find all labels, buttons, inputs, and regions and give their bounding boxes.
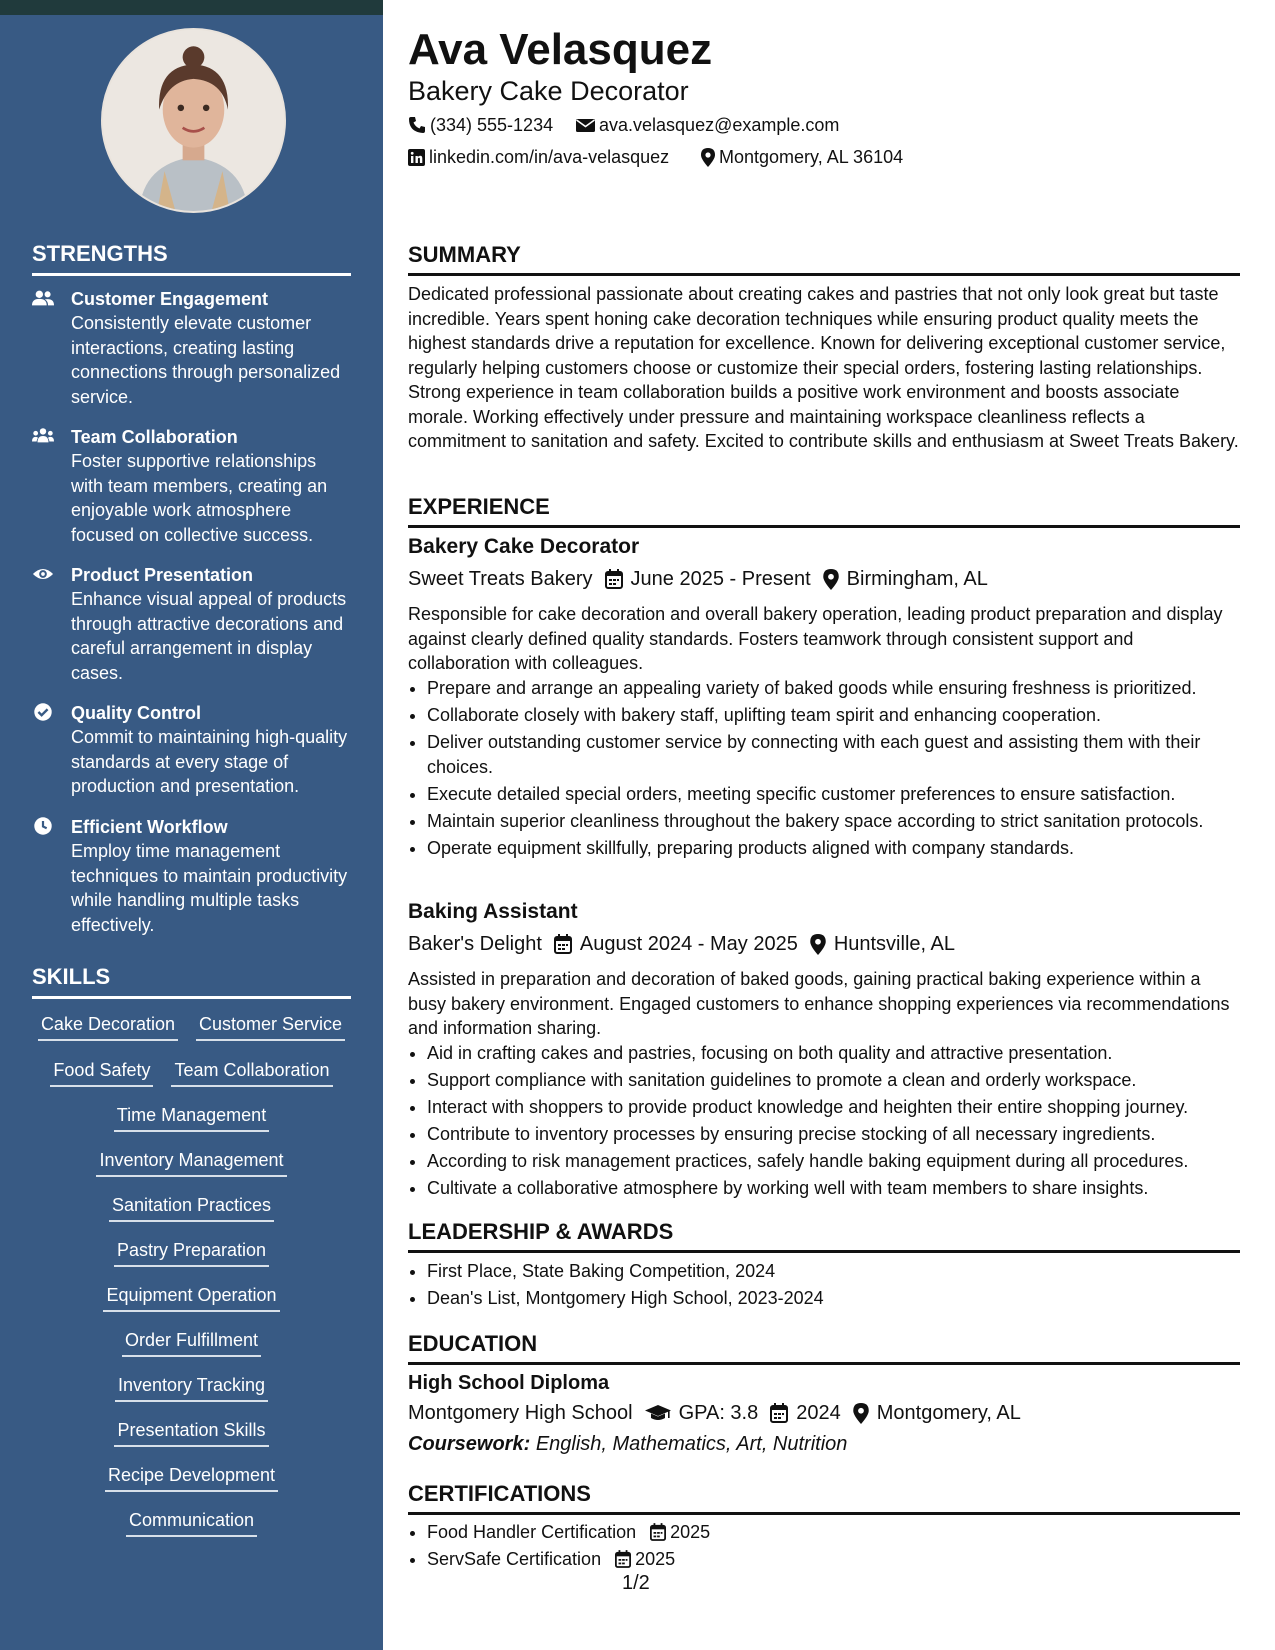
skill-tag: Sanitation Practices: [109, 1193, 274, 1222]
bullet-item: • Interact with shoppers to provide product knowledge and heighten their entire shopping journey.: [427, 1095, 1259, 1120]
skill-tag: Presentation Skills: [114, 1418, 268, 1447]
job-bullets: [408, 676, 1259, 863]
calendar-icon: [605, 569, 623, 589]
calendar-icon: [554, 934, 572, 954]
phone-text: (334) 555-1234: [430, 115, 554, 135]
job-dates: June 2025 - Present: [630, 568, 811, 590]
bullet-item: • Operate equipment skillfully, preparing products aligned with company standards.: [427, 836, 1259, 861]
leadership-list: [408, 1259, 1259, 1313]
bullet-item: • According to risk management practices, safely handle baking equipment during all procedures.: [427, 1149, 1259, 1174]
job-title: Baking Assistant: [408, 900, 578, 923]
school-location: Montgomery, AL: [876, 1402, 1021, 1424]
bullet-item: • Maintain superior cleanliness throughout the bakery space according to strict sanitation protocols.: [427, 809, 1259, 834]
candidate-name: Ava Velasquez: [408, 25, 713, 74]
strength-desc: Consistently elevate customer interactions, creating lasting connections through personalized service.: [71, 313, 341, 407]
skill-row: [24, 1148, 359, 1177]
job-meta: [408, 566, 988, 592]
skill-tag: Cake Decoration: [38, 1012, 178, 1041]
leadership-heading: LEADERSHIP & AWARDS: [408, 1219, 1240, 1253]
experience-heading: EXPERIENCE: [408, 494, 1240, 528]
strength-title: Quality Control: [71, 703, 201, 723]
company-name: Sweet Treats Bakery: [408, 568, 593, 590]
strength-title: Team Collaboration: [71, 427, 238, 447]
skill-row: [24, 1463, 359, 1492]
bullet-item: • Contribute to inventory processes by ensuring precise stocking of all necessary ingredients.: [427, 1122, 1259, 1147]
skill-row: [24, 1012, 359, 1041]
bullet-item: • Execute detailed special orders, meeting specific customer preferences to ensure satisfaction.: [427, 782, 1259, 807]
bullet-item: • Aid in crafting cakes and pastries, focusing on both quality and attractive presentation.: [427, 1041, 1259, 1066]
skills-heading: SKILLS: [32, 964, 351, 999]
calendar-icon: [615, 1550, 631, 1568]
sidebar: [0, 0, 383, 1650]
certification-name: • Food Handler Certification: [427, 1522, 637, 1542]
coursework-label: Coursework:: [408, 1433, 531, 1455]
bullet-item: • Collaborate closely with bakery staff, uplifting team spirit and enhancing cooperation.: [427, 703, 1259, 728]
skill-row: [24, 1508, 359, 1537]
skill-tag: Order Fulfillment: [122, 1328, 261, 1357]
strength-title: Product Presentation: [71, 565, 254, 585]
skill-row: [24, 1418, 359, 1447]
graduation-cap-icon: [645, 1404, 671, 1422]
job-description: Responsible for cake decoration and overall bakery operation, leading product preparation and display against clearly defined quality standards. Fosters teamwork through consistent support and collaboration with colleagues.: [408, 604, 1223, 673]
certification-year: 2025: [670, 1522, 711, 1542]
school-name: Montgomery High School: [408, 1402, 633, 1424]
certification-year: 2025: [635, 1549, 676, 1569]
clock-icon: [32, 816, 54, 836]
strength-title: Efficient Workflow: [71, 817, 228, 837]
strength-title: Customer Engagement: [71, 289, 269, 309]
envelope-icon: [576, 117, 595, 133]
map-pin-icon: [853, 1403, 869, 1424]
certifications-list: [408, 1520, 1259, 1574]
location-contact: [701, 145, 903, 169]
check-circle-icon: [32, 702, 54, 722]
strength-desc: Employ time management techniques to maintain productivity while handling multiple tasks effectively.: [71, 841, 348, 935]
strength-desc: Foster supportive relationships with team members, creating an enjoyable work atmosphere focused on collective success.: [71, 451, 328, 545]
job-title: Bakery Cake Decorator: [408, 535, 640, 558]
map-pin-icon: [810, 934, 826, 955]
calendar-icon: [650, 1523, 666, 1541]
location-text: Montgomery, AL 36104: [719, 147, 904, 167]
certification-item: [427, 1547, 1259, 1572]
skill-tag: Team Collaboration: [171, 1058, 332, 1087]
linkedin-contact[interactable]: [408, 145, 669, 169]
email-contact[interactable]: [576, 113, 839, 137]
summary-text: Dedicated professional passionate about creating cakes and pastries that not only look great but taste incredible. Years spent honing cake decoration techniques while ensuring product quality meets the highest standards drive a reputation for excellence. Known for delivering exceptional customer service, regularly helping customers choose or customize their special orders, fostering lasting relationships. Strong experience in team collaboration builds a positive work environment and boosts associate morale. Working effectively under pressure and maintaining workspace cleanliness reflects a commitment to sanitation and safety. Excited to contribute skills and enthusiasm at Sweet Treats Bakery.: [408, 284, 1239, 451]
email-text: ava.velasquez@example.com: [599, 115, 840, 135]
skill-tag: Pastry Preparation: [114, 1238, 269, 1267]
skill-tag: Communication: [126, 1508, 257, 1537]
job-bullets: [408, 1041, 1259, 1203]
skill-tag: Inventory Tracking: [115, 1373, 268, 1402]
eye-icon: [32, 564, 54, 584]
degree-title: High School Diploma: [408, 1372, 610, 1394]
bullet-item: • Support compliance with sanitation guidelines to promote a clean and orderly workspace.: [427, 1068, 1259, 1093]
strength-desc: Enhance visual appeal of products through attractive decorations and careful arrangement in display cases.: [71, 589, 347, 683]
users-icon: [32, 288, 54, 308]
education-heading: EDUCATION: [408, 1331, 1240, 1365]
bullet-item: • Cultivate a collaborative atmosphere by working well with team members to share insights.: [427, 1176, 1259, 1201]
candidate-title: Bakery Cake Decorator: [408, 76, 689, 106]
linkedin-text: linkedin.com/in/ava-velasquez: [429, 147, 670, 167]
job-dates: August 2024 - May 2025: [579, 933, 798, 955]
linkedin-icon: [408, 149, 425, 166]
bullet-item: • Deliver outstanding customer service by connecting with each guest and assisting them with their choices.: [427, 730, 1259, 779]
strength-desc: Commit to maintaining high-quality standards at every stage of production and presentation.: [71, 727, 348, 796]
skill-row: [24, 1328, 359, 1357]
skill-row: [24, 1238, 359, 1267]
calendar-icon: [770, 1403, 788, 1423]
skill-row: [24, 1193, 359, 1222]
certification-item: [427, 1520, 1259, 1545]
skill-row: [24, 1373, 359, 1402]
team-icon: [32, 426, 54, 446]
skill-tag: Recipe Development: [105, 1463, 278, 1492]
skill-row: [24, 1283, 359, 1312]
coursework-list: English, Mathematics, Art, Nutrition: [535, 1433, 848, 1455]
gpa: GPA: 3.8: [678, 1402, 759, 1424]
job-location: Huntsville, AL: [833, 933, 955, 955]
skill-tag: Customer Service: [196, 1012, 345, 1041]
skill-tag: Time Management: [114, 1103, 269, 1132]
certification-name: • ServSafe Certification: [427, 1549, 602, 1569]
bullet-item: • Prepare and arrange an appealing variety of baked goods while ensuring freshness is prioritized.: [427, 676, 1259, 701]
map-pin-icon: [701, 148, 715, 167]
skill-row: [24, 1058, 359, 1087]
job-description: Assisted in preparation and decoration of baked goods, gaining practical baking experience within a busy bakery environment. Engaged customers to enhance shopping experiences via recommendations and information sharing.: [408, 969, 1230, 1038]
award-item: • First Place, State Baking Competition, 2024: [427, 1259, 1259, 1284]
map-pin-icon: [823, 569, 839, 590]
skill-tag: Inventory Management: [96, 1148, 286, 1177]
education-meta: [408, 1400, 1021, 1426]
sidebar-top-bar: [0, 0, 383, 15]
summary-heading: SUMMARY: [408, 242, 1240, 276]
profile-photo: [101, 28, 286, 213]
graduation-year: 2024: [796, 1402, 841, 1424]
skill-row: [24, 1103, 359, 1132]
phone-contact[interactable]: [408, 113, 553, 137]
award-item: • Dean's List, Montgomery High School, 2023-2024: [427, 1286, 1259, 1311]
job-meta: [408, 931, 955, 957]
strengths-heading: STRENGTHS: [32, 241, 351, 276]
coursework: [408, 1431, 847, 1457]
phone-icon: [408, 116, 426, 134]
page-number: 1/2: [622, 1572, 650, 1594]
skill-tag: Equipment Operation: [103, 1283, 279, 1312]
company-name: Baker's Delight: [408, 933, 542, 955]
skill-tag: Food Safety: [50, 1058, 153, 1087]
certifications-heading: CERTIFICATIONS: [408, 1481, 1240, 1515]
job-location: Birmingham, AL: [846, 568, 988, 590]
